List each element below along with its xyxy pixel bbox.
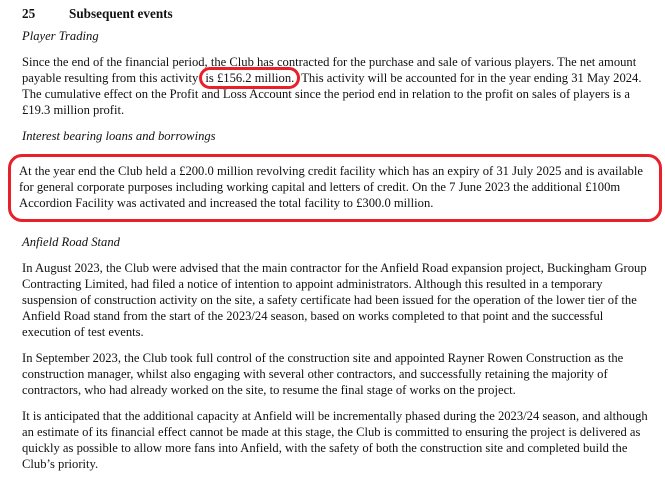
- loans-highlight-box: [8, 154, 662, 222]
- player-trading-subtitle: Player Trading: [22, 29, 99, 43]
- anfield-subtitle: Anfield Road Stand: [22, 235, 120, 249]
- loans-section: [19, 128, 652, 222]
- player-trading-paragraph: [22, 54, 652, 118]
- anfield-paragraph-3: It is anticipated that the additional capacity at Anfield will be incrementally phased during the 2023/24 season, and although an estimate of its financial effect cannot be made at this stage, the Club is committed to ensuring the project is delivered as quickly as possible to allow more fans into Anfield, with the safety of both the construction site and completed build the Club’s priority.: [22, 409, 648, 471]
- loans-paragraph: At the year end the Club held a £200.0 million revolving credit facility which has an expiry of 31 July 2025 and is available for general corporate purposes including working capital and letters of credit. On the 7 June 2023 the additional £100m Accordion Facility was activated and increased the total facility to £300.0 million.: [19, 164, 643, 210]
- section-title: Subsequent events: [69, 6, 173, 21]
- player-trading-text-before: Since the end of the financial period, the Club has contracted for the purchase and sale of various players. The net amount payable resulting from this activity: [22, 55, 637, 85]
- player-trading-section: [22, 28, 652, 118]
- document-page: [19, 6, 652, 482]
- net-amount-highlight: is £156.2 million.: [199, 67, 300, 89]
- section-number: 25: [22, 6, 36, 21]
- player-trading-text-after: This activity will be accounted for in the year ending 31 May 2024. The cumulative effect on the Profit and Loss Account since the period end in relation to the profit on sales of players is a £19.3 million profit.: [22, 71, 642, 117]
- anfield-paragraph-1: In August 2023, the Club were advised that the main contractor for the Anfield Road expansion project, Buckingham Group Contracting Limited, had filed a notice of intention to appoint administrators. Although this resulted in a temporary suspension of construction activity on the site, a safety certificate had been issued for the operation of the lower tier of the Anfield Road stand from the start of the 2023/24 season, based on works completed to that point and the successful execution of test events.: [22, 261, 647, 339]
- section-heading: [22, 6, 652, 22]
- loans-subtitle: Interest bearing loans and borrowings: [22, 129, 216, 143]
- anfield-section: [22, 234, 652, 472]
- anfield-paragraph-2: In September 2023, the Club took full control of the construction site and appointed Rayner Rowen Construction as the construction manager, whilst also engaging with several other contractors, and successfully retaining the majority of contractors, who had already worked on the site, to resume the final stage of works on the project.: [22, 351, 624, 397]
